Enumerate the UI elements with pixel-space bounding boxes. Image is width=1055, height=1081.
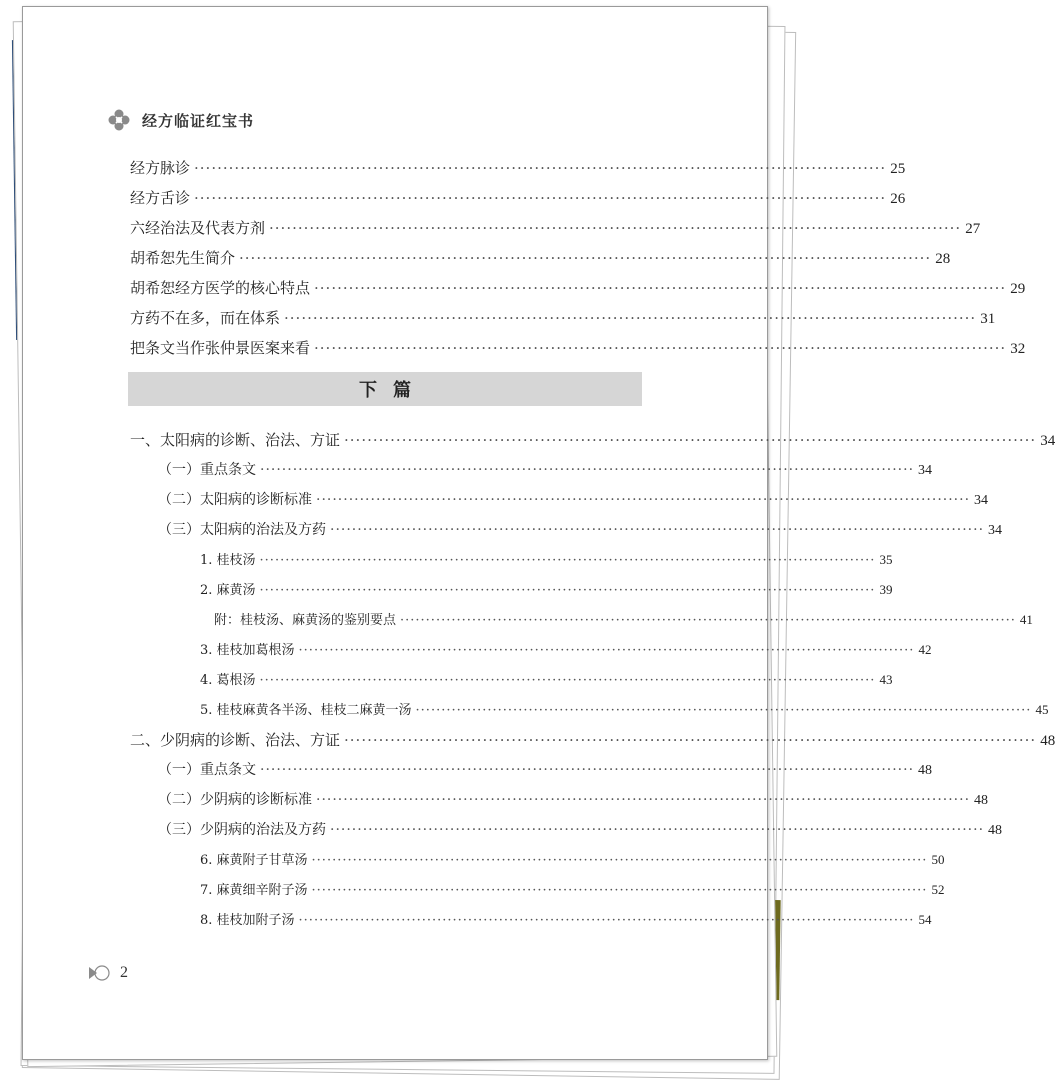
toc-entry-page: 34: [974, 493, 989, 508]
toc-entry-title: 二、少阴病的诊断、治法、方证: [130, 731, 341, 749]
toc-entry[interactable]: [158, 489, 989, 511]
dot-leader: ························································································································: [284, 309, 977, 327]
toc-entry[interactable]: [130, 307, 996, 329]
toc-entry[interactable]: [200, 549, 893, 571]
toc-entry-title: 1. 桂枝汤: [200, 553, 256, 568]
toc-entry-page: 41: [1019, 612, 1033, 627]
toc-entry[interactable]: [130, 157, 906, 179]
toc-entry[interactable]: [214, 609, 1033, 631]
toc-entry[interactable]: [200, 849, 945, 871]
dot-leader: ························································································································: [314, 339, 1007, 357]
book-title: 经方临证红宝书: [142, 111, 255, 130]
toc-entry-page: 28: [935, 251, 951, 267]
toc-entry-title: （一）重点条文: [158, 462, 256, 478]
toc-entry[interactable]: [130, 187, 906, 209]
dot-leader: ························································································································: [259, 553, 876, 568]
toc-entry[interactable]: [200, 699, 1049, 721]
toc-entry[interactable]: [200, 669, 893, 691]
toc-entry-title: 4. 葛根汤: [200, 673, 256, 688]
dot-leader: ························································································································: [239, 249, 932, 267]
dot-leader: ························································································································: [314, 279, 1007, 297]
toc-entry[interactable]: [158, 459, 933, 481]
dot-leader: ························································································································: [194, 159, 887, 177]
toc-entry-title: 胡希恕经方医学的核心特点: [130, 279, 311, 297]
flower-emblem-icon: [108, 109, 130, 131]
page-header: [108, 108, 254, 132]
dot-leader: ························································································································: [415, 703, 1032, 718]
dot-leader: ························································································································: [311, 883, 928, 898]
toc-entry-page: 54: [918, 912, 932, 927]
toc-entry-page: 45: [1035, 702, 1049, 717]
toc-entry-title: 2. 麻黄汤: [200, 583, 256, 598]
toc-entry-page: 26: [890, 191, 906, 207]
dot-leader: ························································································································: [260, 462, 915, 478]
section-title: 下篇: [359, 380, 427, 401]
toc-entry-page: 34: [1040, 433, 1055, 449]
toc-entry-page: 34: [988, 523, 1003, 538]
dot-leader: ························································································································: [259, 583, 876, 598]
toc-entry-page: 39: [879, 582, 893, 597]
dot-leader: ························································································································: [330, 522, 985, 538]
toc-entry-title: 把条文当作张仲景医案来看: [130, 339, 311, 357]
toc-entry-title: （二）太阳病的诊断标准: [158, 492, 312, 508]
toc-entry-page: 32: [1010, 341, 1026, 357]
toc-entry-page: 52: [931, 882, 945, 897]
toc-entry[interactable]: [200, 639, 932, 661]
toc-entry-title: 方药不在多，而在体系: [130, 309, 281, 327]
dot-leader: ························································································································: [259, 673, 876, 688]
toc-entry-title: 5. 桂枝麻黄各半汤、桂枝二麻黄一汤: [200, 703, 412, 718]
toc-entry-title: 六经治法及代表方剂: [130, 219, 266, 237]
dot-leader: ························································································································: [311, 853, 928, 868]
toc-entry-title: 6. 麻黄附子甘草汤: [200, 853, 308, 868]
dot-leader: ························································································································: [260, 762, 915, 778]
page-number: 2: [120, 964, 128, 981]
toc-entry-page: 31: [980, 311, 996, 327]
toc-entry-title: 经方舌诊: [130, 189, 191, 207]
toc-entry-page: 48: [1040, 733, 1055, 749]
toc-entry-title: 经方脉诊: [130, 159, 191, 177]
toc-entry-page: 29: [1010, 281, 1026, 297]
toc-entry-page: 50: [931, 852, 945, 867]
toc-entry[interactable]: [200, 879, 945, 901]
page-footer: [88, 964, 128, 982]
toc-entry-title: （三）太阳病的治法及方药: [158, 522, 326, 538]
toc-entry-title: 一、太阳病的诊断、治法、方证: [130, 431, 341, 449]
toc-entry-page: 34: [918, 463, 933, 478]
toc-entry-title: 7. 麻黄细辛附子汤: [200, 883, 308, 898]
dot-leader: ························································································································: [330, 822, 985, 838]
toc-entry[interactable]: [158, 759, 933, 781]
toc-entry-title: 8. 桂枝加附子汤: [200, 913, 295, 928]
dot-leader: ························································································································: [298, 913, 915, 928]
toc-entry-title: （二）少阴病的诊断标准: [158, 792, 312, 808]
toc-entry-page: 42: [918, 642, 932, 657]
toc-entry[interactable]: [130, 247, 951, 269]
toc-entry-title: 胡希恕先生简介: [130, 249, 236, 267]
toc-entry-page: 43: [879, 672, 893, 687]
dot-leader: ························································································································: [194, 189, 887, 207]
toc-entry[interactable]: [158, 789, 989, 811]
toc-entry[interactable]: [130, 729, 1055, 751]
dot-leader: ························································································································: [269, 219, 962, 237]
dot-leader: ························································································································: [344, 731, 1037, 749]
toc-entry[interactable]: [200, 579, 893, 601]
toc-entry[interactable]: [130, 277, 1026, 299]
toc-entry[interactable]: [130, 429, 1055, 451]
toc-entry-page: 48: [988, 823, 1003, 838]
toc-entry[interactable]: [158, 519, 1003, 541]
toc-entry-page: 48: [918, 763, 933, 778]
toc-entry[interactable]: [130, 217, 981, 239]
toc-entry-page: 25: [890, 161, 906, 177]
dot-leader: ························································································································: [316, 792, 971, 808]
toc-entry[interactable]: [130, 337, 1026, 359]
section-banner: [128, 372, 642, 406]
toc-entry[interactable]: [200, 909, 932, 931]
toc-entry-title: 附：桂枝汤、麻黄汤的鉴别要点: [214, 613, 397, 628]
dot-leader: ························································································································: [298, 643, 915, 658]
toc-entry-page: 35: [879, 552, 893, 567]
toc-entry-page: 27: [965, 221, 981, 237]
toc-entry-page: 48: [974, 793, 989, 808]
dot-leader: ························································································································: [316, 492, 971, 508]
dot-leader: ························································································································: [400, 613, 1016, 628]
page-marker-icon: [88, 964, 110, 982]
toc-entry-title: 3. 桂枝加葛根汤: [200, 643, 295, 658]
toc-entry-title: （一）重点条文: [158, 762, 256, 778]
toc-entry-title: （三）少阴病的治法及方药: [158, 822, 326, 838]
dot-leader: ························································································································: [344, 431, 1037, 449]
toc-entry[interactable]: [158, 819, 1003, 841]
